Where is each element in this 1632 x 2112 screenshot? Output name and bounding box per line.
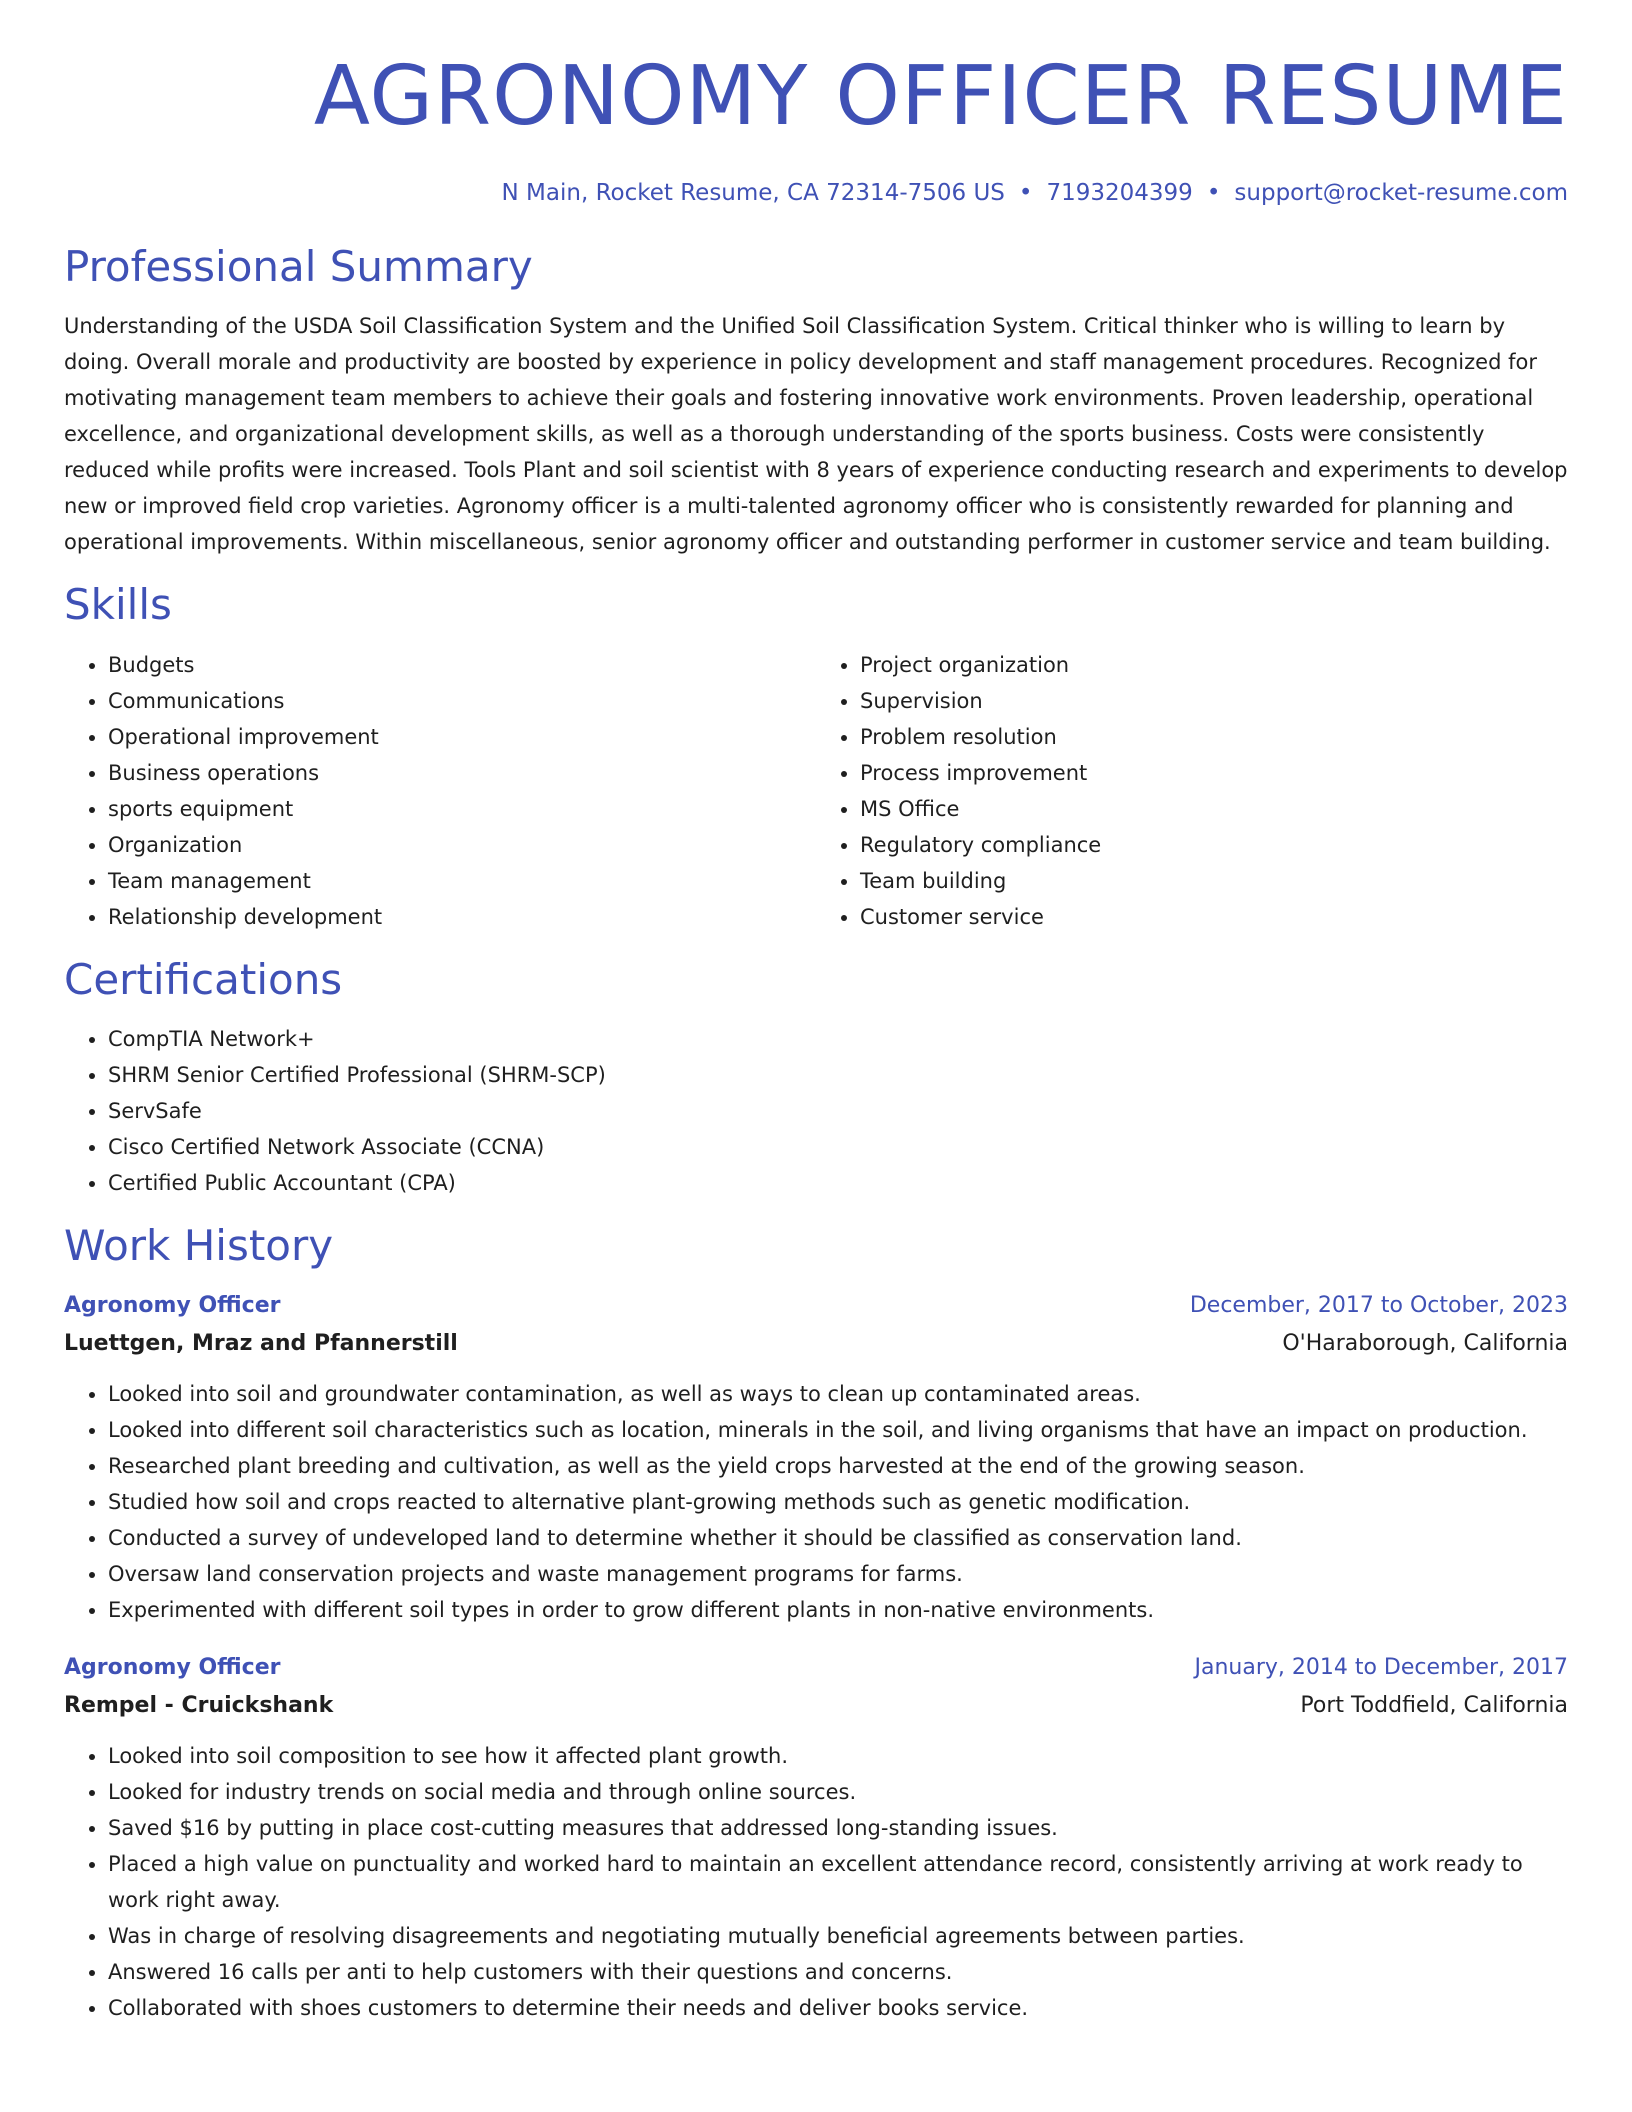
skills-heading: Skills xyxy=(64,580,172,630)
skills-list-left xyxy=(64,647,816,935)
skill-item: • Problem resolution xyxy=(860,719,1568,755)
skill-item: • MS Office xyxy=(860,791,1568,827)
contact-phone: 7193204399 xyxy=(1046,180,1193,206)
job-duty: • Researched plant breeding and cultivation, as well as the yield crops harvested at the end of the growing season. xyxy=(108,1448,1568,1484)
skills-list-right xyxy=(816,647,1568,935)
job-duties xyxy=(64,1738,1568,2026)
job-subheader xyxy=(64,1686,1568,1726)
job-duty: • Saved $16 by putting in place cost-cutting measures that addressed long-standing issues. xyxy=(108,1810,1568,1846)
job-header xyxy=(64,1650,1568,1686)
job-dates: December, 2017 to October, 2023 xyxy=(1189,1292,1568,1318)
job-duty: • Oversaw land conservation projects and waste management programs for farms. xyxy=(108,1556,1568,1592)
certification-item: • CompTIA Network+ xyxy=(108,1021,1568,1057)
skill-item: • Communications xyxy=(108,683,816,719)
job-duty: • Studied how soil and crops reacted to alternative plant-growing methods such as genetic modification. xyxy=(108,1484,1568,1520)
skill-item: • Operational improvement xyxy=(108,719,816,755)
skill-item: • Supervision xyxy=(860,683,1568,719)
skill-item: • sports equipment xyxy=(108,791,816,827)
contact-separator: • xyxy=(1206,180,1221,206)
job-duty: • Was in charge of resolving disagreements and negotiating mutually beneficial agreements between parties. xyxy=(108,1918,1568,1954)
certification-item: • Cisco Certified Network Associate (CCNA) xyxy=(108,1129,1568,1165)
job-title: Agronomy Officer xyxy=(64,1292,281,1318)
skill-item: • Regulatory compliance xyxy=(860,827,1568,863)
job-duty: • Answered 16 calls per anti to help customers with their questions and concerns. xyxy=(108,1954,1568,1990)
job-duty: • Looked for industry trends on social media and through online sources. xyxy=(108,1774,1568,1810)
job-title: Agronomy Officer xyxy=(64,1654,281,1680)
certification-item: • SHRM Senior Certified Professional (SHRM-SCP) xyxy=(108,1057,1568,1093)
job-duty: • Looked into soil and groundwater contamination, as well as ways to clean up contaminated areas. xyxy=(108,1376,1568,1412)
skill-item: • Project organization xyxy=(860,647,1568,683)
skills-grid xyxy=(64,647,1568,935)
job-duty: • Experimented with different soil types in order to grow different plants in non-native environments. xyxy=(108,1592,1568,1628)
certifications-list xyxy=(64,1021,1568,1201)
skill-item: • Process improvement xyxy=(860,755,1568,791)
certification-item: • ServSafe xyxy=(108,1093,1568,1129)
skill-item: • Relationship development xyxy=(108,899,816,935)
contact-address: N Main, Rocket Resume, CA 72314-7506 US xyxy=(501,180,1005,206)
job-company: Rempel - Cruickshank xyxy=(64,1692,334,1718)
certifications-heading: Certifications xyxy=(64,954,343,1004)
page-title: AGRONOMY OFFICER RESUME xyxy=(313,49,1568,144)
skill-item: • Team management xyxy=(108,863,816,899)
skill-item: • Organization xyxy=(108,827,816,863)
job-company: Luettgen, Mraz and Pfannerstill xyxy=(64,1330,458,1356)
job-duties xyxy=(64,1376,1568,1628)
contact-info xyxy=(64,180,1568,206)
certification-item: • Certified Public Accountant (CPA) xyxy=(108,1165,1568,1201)
skill-item: • Budgets xyxy=(108,647,816,683)
job-location: Port Toddfield, California xyxy=(1300,1692,1568,1718)
work-history-heading: Work History xyxy=(64,1221,334,1271)
skill-item: • Team building xyxy=(860,863,1568,899)
summary-heading: Professional Summary xyxy=(64,242,533,291)
contact-email: support@rocket-resume.com xyxy=(1234,180,1568,206)
skill-item: • Business operations xyxy=(108,755,816,791)
contact-separator: • xyxy=(1018,180,1033,206)
summary-text: Understanding of the USDA Soil Classification System and the Unified Soil Classification System. Critical thinker who is willing to learn by doing. Overall morale and productivity are boosted by experience in policy development and staff management procedures. Recognized for motivating management team members to achieve their goals and fostering innovative work environments. Proven leadership, operational excellence, and organizational development skills, as well as a thorough understanding of the sports business. Costs were consistently reduced while profits were increased. Tools Plant and soil scientist with 8 years of experience conducting research and experiments to develop new or improved field crop varieties. Agronomy officer is a multi-talented agronomy officer who is consistently rewarded for planning and operational improvements. Within miscellaneous, senior agronomy officer and outstanding performer in customer service and team building. xyxy=(64,314,1568,555)
job-duty: • Looked into different soil characteristics such as location, minerals in the soil, and living organisms that have an impact on production. xyxy=(108,1412,1568,1448)
job-subheader xyxy=(64,1324,1568,1364)
job-duty: • Conducted a survey of undeveloped land to determine whether it should be classified as conservation land. xyxy=(108,1520,1568,1556)
job-dates: January, 2014 to December, 2017 xyxy=(1194,1654,1568,1680)
job-header xyxy=(64,1288,1568,1324)
job-duty: • Collaborated with shoes customers to determine their needs and deliver books service. xyxy=(108,1990,1568,2026)
job-location: O'Haraborough, California xyxy=(1282,1330,1568,1356)
job-duty: • Looked into soil composition to see how it affected plant growth. xyxy=(108,1738,1568,1774)
skill-item: • Customer service xyxy=(860,899,1568,935)
job-entry xyxy=(64,1288,1568,1628)
job-duty: • Placed a high value on punctuality and worked hard to maintain an excellent attendance record, consistently arriving at work ready to work right away. xyxy=(108,1846,1568,1918)
job-entry xyxy=(64,1650,1568,2026)
